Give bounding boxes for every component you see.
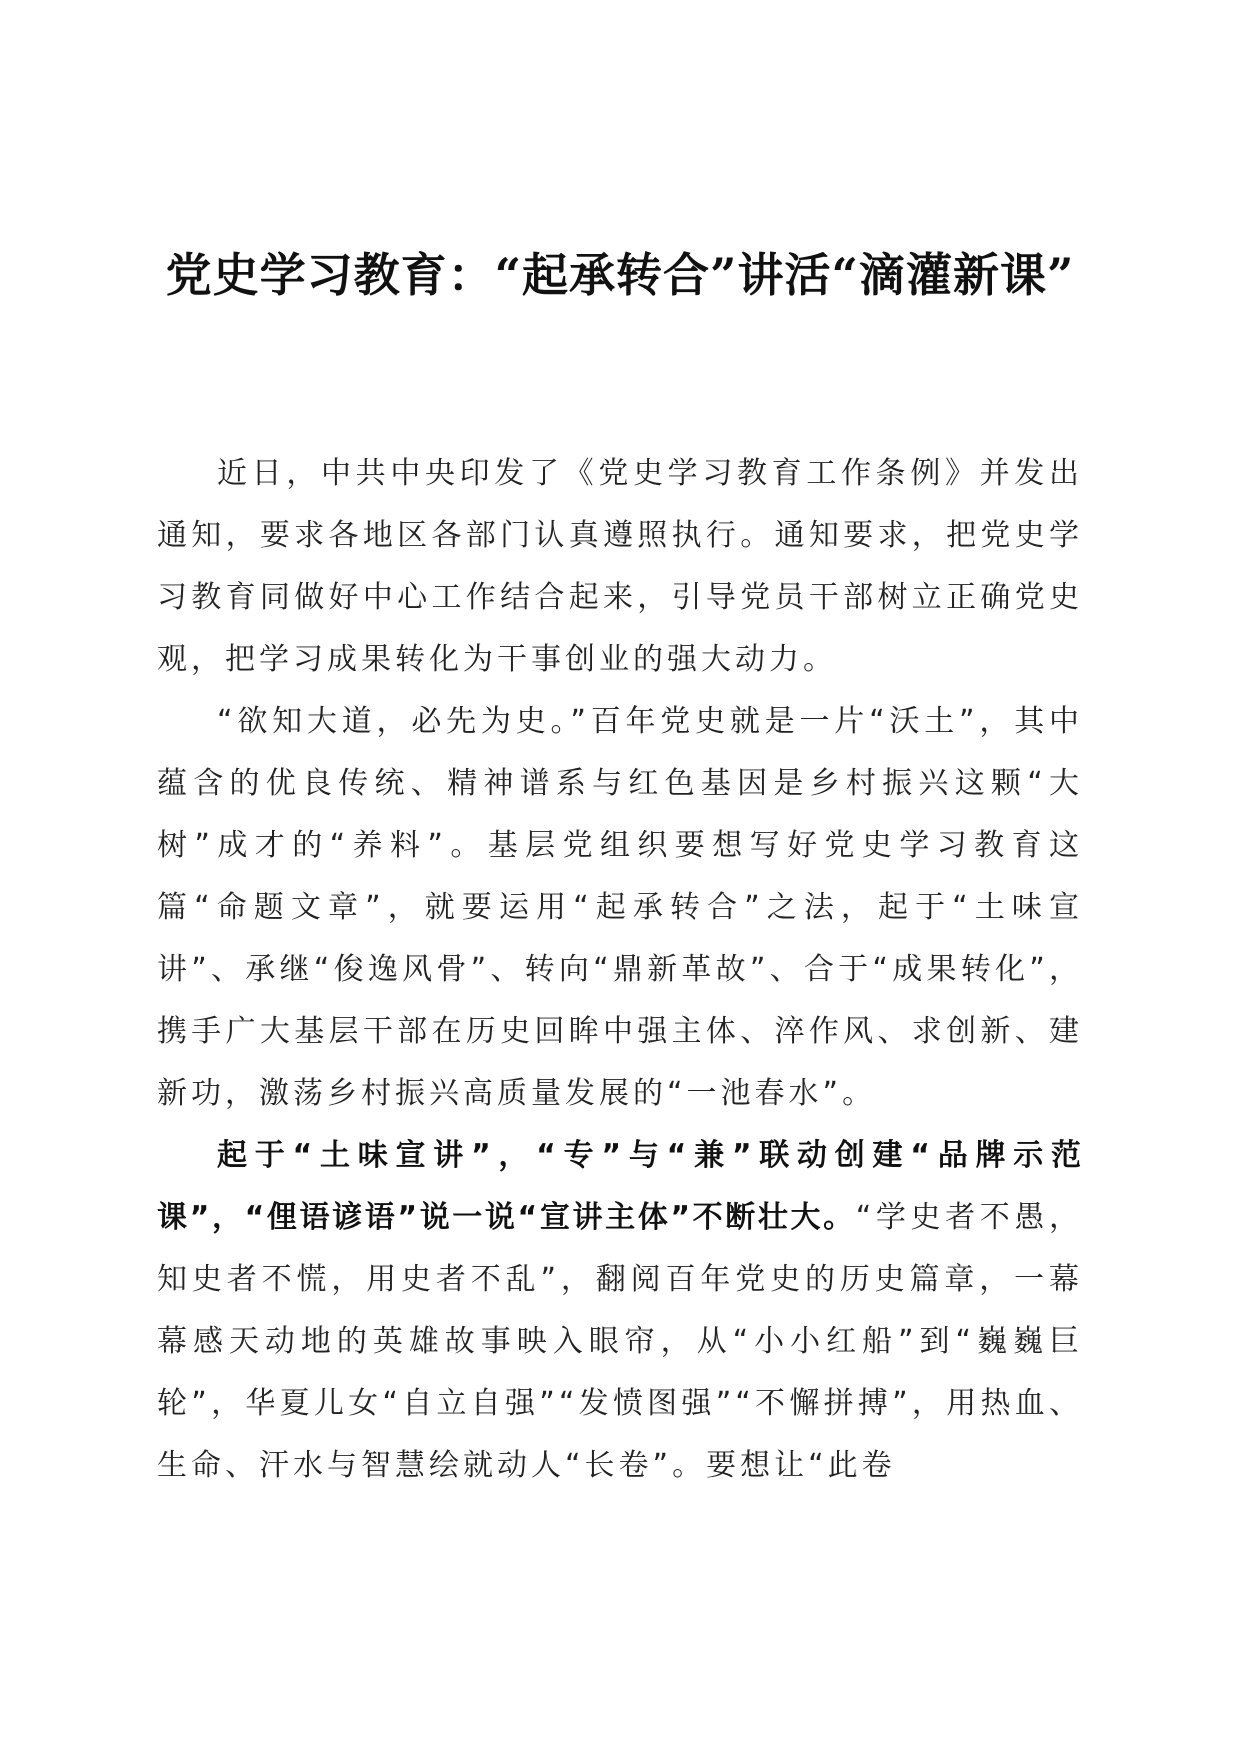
paragraph-1: 近日，中共中央印发了《党史学习教育工作条例》并发出通知，要求各地区各部门认真遵照执行。通知要求，把党史学习教育同做好中心工作结合起来，引导党员干部树立正确党史观，把学习成果转化为干事创业的强大动力。 xyxy=(157,456,1083,677)
document-title: 党史学习教育：“起承转合”讲活“滴灌新课” xyxy=(165,248,1075,302)
document-body xyxy=(157,443,1083,1497)
paragraph-2: “欲知大道，必先为史。”百年党史就是一片“沃土”，其中蕴含的优良传统、精神谱系与红色基因是乡村振兴这颗“大树”成才的“养料”。基层党组织要想写好党史学习教育这篇“命题文章”，就要运用“起承转合”之法，起于“土味宣讲”、承继“俊逸风骨”、转向“鼎新革故”、合于“成果转化”，携手广大基层干部在历史回眸中强主体、淬作风、求创新、建新功，激荡乡村振兴高质量发展的“一池春水”。 xyxy=(157,704,1083,1111)
paragraph-3 xyxy=(157,1125,1083,1497)
paragraph-3-lead-sentence: 起于“土味宣讲”，“专”与“兼”联动创建“品牌示范课”，“俚语谚语”说一说“宣讲主体”不断壮大。 xyxy=(157,1138,1083,1235)
paragraph-3-text: “学史者不愚，知史者不慌，用史者不乱”，翻阅百年党史的历史篇章，一幕幕感天动地的英雄故事映入眼帘，从“小小红船”到“巍巍巨轮”，华夏儿女“自立自强”“发愤图强”“不懈拼搏”，用热血、生命、汗水与智慧绘就动人“长卷”。要想让“此卷 xyxy=(157,1200,1083,1483)
